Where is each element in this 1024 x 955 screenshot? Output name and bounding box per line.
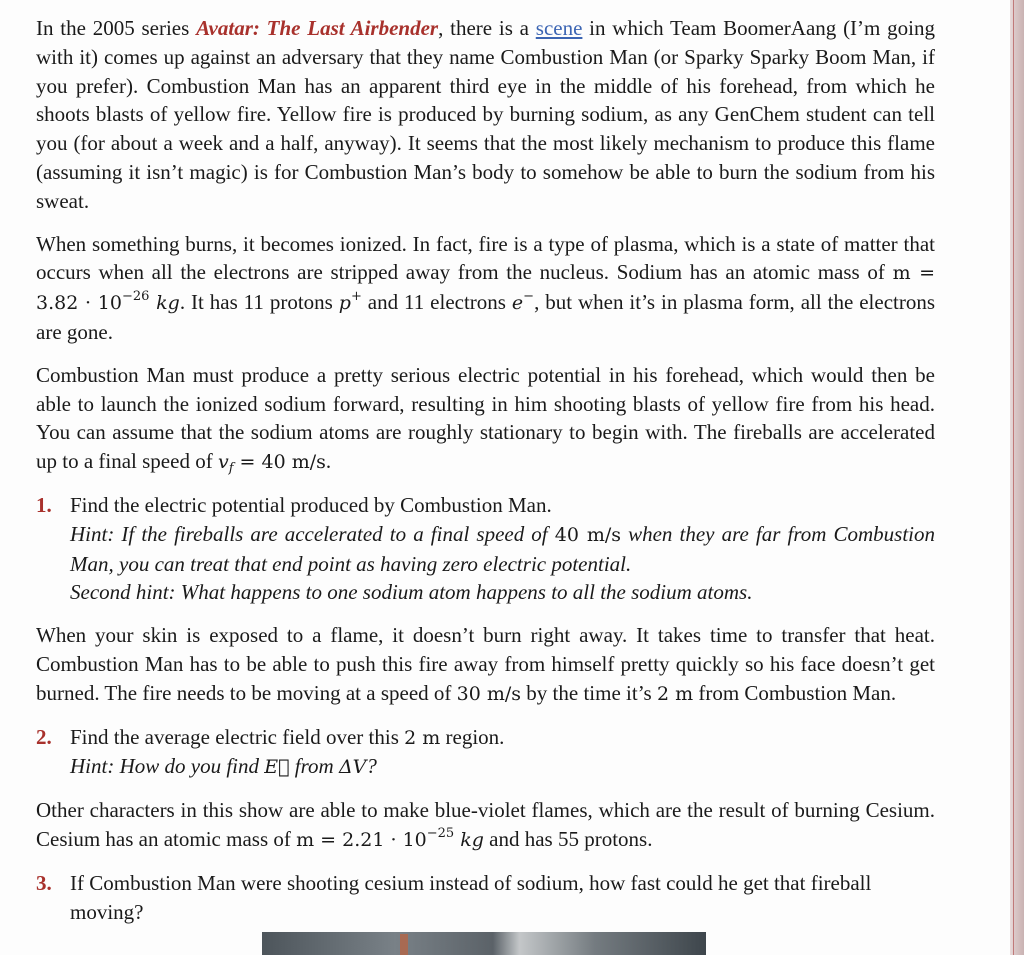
question-hint: [70, 520, 935, 579]
text: Other characters in this show are able to make blue-violet flames, which are the result of burning Cesium. Cesium has an atomic mass of: [36, 798, 935, 851]
question-number: 1.: [36, 492, 52, 517]
proton-symbol: [338, 289, 362, 315]
distance-value: 2 m: [656, 682, 694, 705]
show-image-partial: [262, 932, 706, 955]
text: in which Team BoomerAang (I’m going with it) comes up against an adversary that they name Combustion Man (or Sparky Sparky Boom Man, if you prefer). Combustion Man has an apparent third eye in the middle of his forehead, from which he shoots blasts of yellow fire. Yellow fire is produced by burning sodium, as any GenChem student can tell you (for about a week and a half, anyway). It seems that the most likely mechanism to produce this flame (assuming it isn’t magic) is for Combustion Man’s body to somehow be able to burn the sodium from his sweat.: [36, 16, 935, 213]
plasma-paragraph: [36, 230, 935, 347]
intro-paragraph: [36, 14, 935, 216]
text: Find the average electric field over this: [70, 724, 405, 749]
question-text: [70, 723, 935, 753]
electron-charge: −: [523, 289, 535, 305]
potential-paragraph: [36, 361, 935, 477]
show-title: Avatar: The Last Airbender: [196, 16, 439, 40]
mass-exponent: −26: [121, 289, 150, 305]
hint-text: Hint: How do you find: [70, 754, 265, 779]
question-2: [36, 723, 935, 783]
heat-paragraph: [36, 621, 935, 708]
text: When your skin is exposed to a flame, it doesn’t burn right away. It takes time to transfer that heat. Combustion Man has to be able to push this fire away from himself pretty quickly so his face doesn’t get burned. The fire needs to be moving at a speed of: [36, 623, 935, 705]
cesium-paragraph: [36, 796, 935, 855]
hint-text: Hint: If the fireballs are accelerated to a final speed of: [70, 521, 555, 546]
text: and has 55 protons.: [483, 826, 653, 851]
text: .: [325, 449, 332, 474]
question-number: 2.: [36, 724, 52, 749]
text: region.: [440, 724, 505, 749]
mass-unit: kg: [454, 828, 484, 851]
page-edge-line: [1013, 0, 1014, 955]
mass-base: m = 3.82 · 10: [36, 262, 935, 315]
text: from Combustion Man.: [693, 680, 897, 705]
hint-text: from: [289, 754, 339, 779]
velocity-subscript: f: [228, 461, 234, 477]
question-text: If Combustion Man were shooting cesium instead of sodium, how fast could he get that fireball moving?: [70, 870, 872, 924]
final-speed-formula: [217, 451, 326, 477]
hint-speed: 40 m/s: [554, 523, 621, 546]
mass-unit: kg: [149, 292, 180, 315]
delta-v-symbol: ΔV: [338, 756, 367, 779]
electron-letter: e: [511, 292, 524, 315]
electron-symbol: [511, 289, 535, 315]
proton-charge: +: [350, 289, 362, 305]
text: . It has 11 protons: [179, 290, 339, 315]
text: , there is a: [438, 16, 536, 40]
hint-text: ?: [366, 754, 377, 779]
distance-value: 2 m: [404, 726, 441, 749]
field-symbol: E⃗: [264, 756, 290, 779]
cesium-mass-formula: [296, 825, 484, 851]
scene-link[interactable]: scene: [535, 16, 583, 40]
velocity-value: = 40 m/s: [233, 451, 326, 474]
text: by the time it’s: [521, 680, 657, 705]
speed-value: 30 m/s: [456, 682, 522, 705]
question-text: Find the electric potential produced by Combustion Man.: [70, 492, 552, 517]
document-content: [36, 14, 935, 940]
question-second-hint: Second hint: What happens to one sodium atom happens to all the sodium atoms.: [70, 580, 753, 605]
text: In the 2005 series: [36, 16, 197, 40]
text: When something burns, it becomes ionized. In fact, fire is a type of plasma, which is a state of matter that occurs when all the electrons are stripped away from the nucleus. Sodium has an atomic mass of: [36, 231, 935, 285]
image-detail: [400, 934, 408, 955]
question-3: [36, 869, 935, 927]
question-number: 3.: [36, 870, 52, 895]
mass-exponent: −25: [426, 825, 455, 841]
question-1: [36, 491, 935, 607]
question-hint: [70, 752, 935, 782]
text: and 11 electrons: [361, 290, 512, 315]
mass-base: m = 2.21 · 10: [296, 828, 427, 851]
text: , but when it’s in plasma form, all the electrons are gone.: [36, 290, 936, 344]
proton-letter: p: [338, 292, 351, 315]
text: Combustion Man must produce a pretty serious electric potential in his forehead, which would then be able to launch the ionized sodium forward, resulting in him shooting blasts of yellow fire from his head. You can assume that the sodium atoms are roughly stationary to begin with. The fireballs are accelerated up to a final speed of: [36, 362, 935, 474]
hint-text: when they are far from Combustion Man, you can treat that end point as having zero electric potential.: [70, 521, 935, 576]
velocity-symbol: v: [217, 451, 229, 474]
